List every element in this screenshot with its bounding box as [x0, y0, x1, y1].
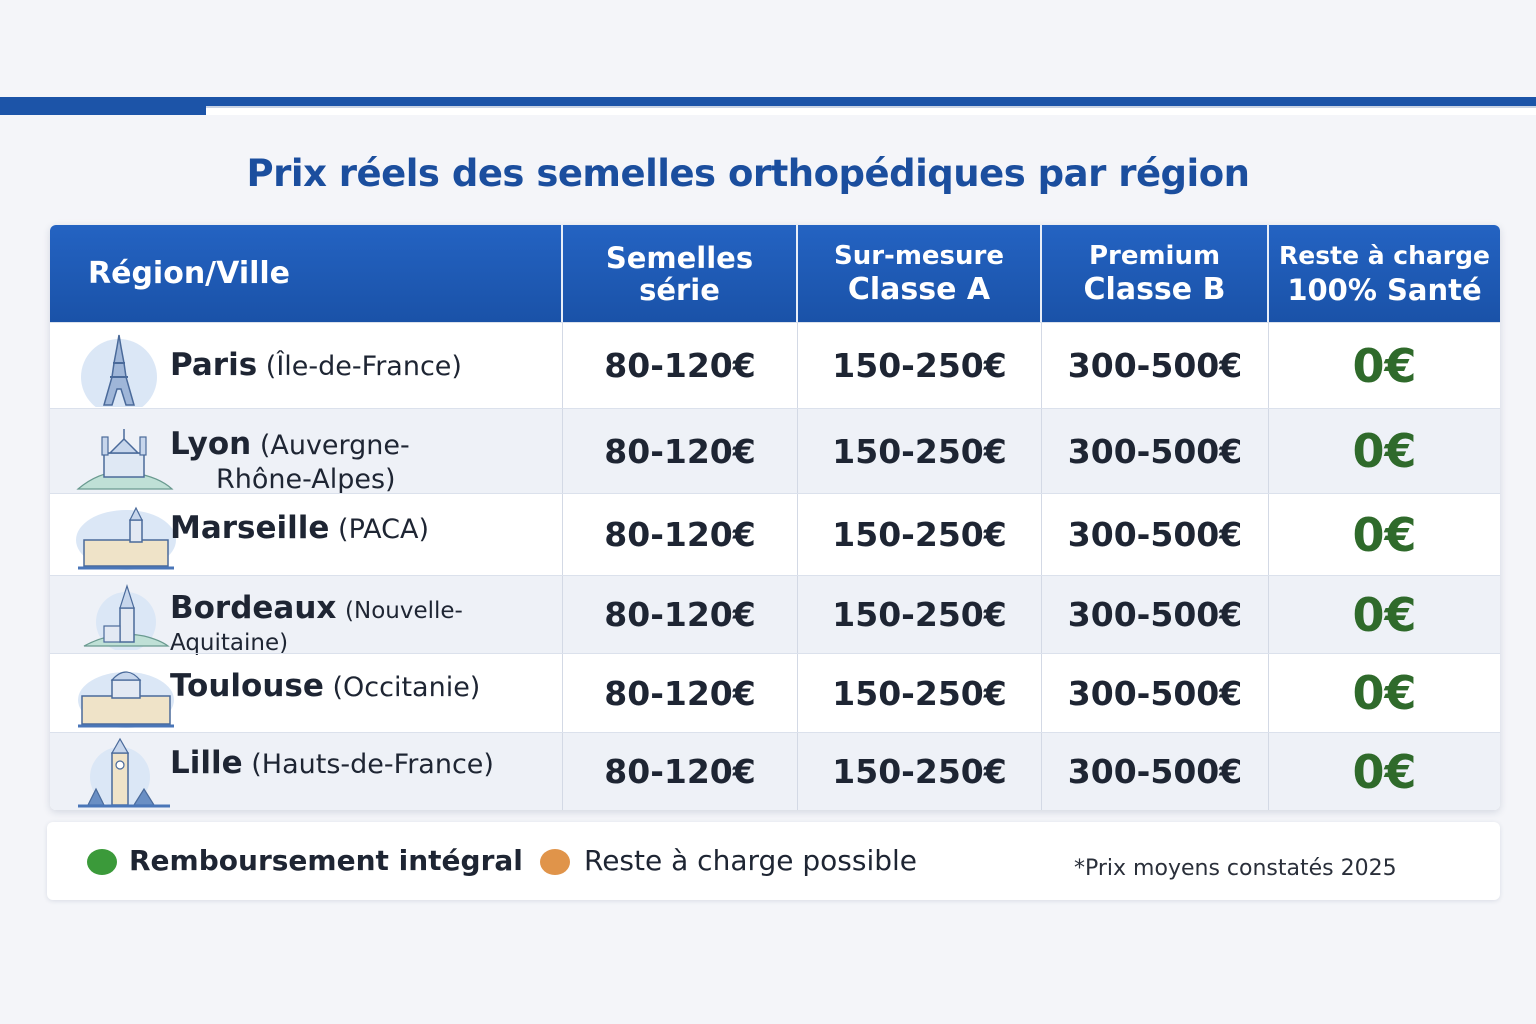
- cell-reste: 0€: [1352, 507, 1417, 562]
- table-header: [50, 225, 1500, 322]
- city-label: [170, 745, 494, 781]
- cell-reste: 0€: [1352, 666, 1417, 720]
- belfry-icon: [74, 737, 174, 809]
- table-row: [50, 575, 1500, 656]
- legend-full-reimbursement: Remboursement intégral: [129, 844, 523, 877]
- cell-reste: 0€: [1352, 587, 1417, 642]
- capitole-icon: [74, 660, 178, 730]
- orange-dot-icon: [540, 849, 570, 875]
- table-row: [50, 653, 1500, 732]
- eiffel-tower-icon: [74, 333, 164, 407]
- legend: [47, 822, 1500, 900]
- header-serie-line1: Semelles: [605, 240, 754, 275]
- city-name: Lyon: [170, 426, 252, 462]
- top-accent-bar-left: [0, 106, 206, 115]
- church-spire-icon: [74, 582, 170, 650]
- cell-classe-a: 150-250€: [798, 409, 1042, 493]
- cell-classe-b: 300-500€: [1042, 409, 1269, 493]
- city-cell: [50, 733, 563, 810]
- region-name: (Nouvelle-Aquitaine): [170, 598, 463, 656]
- city-name: Bordeaux: [170, 590, 337, 626]
- region-name: (Hauts-de-France): [251, 749, 494, 780]
- cell-serie: 80-120€: [563, 409, 798, 493]
- table-row: [50, 408, 1500, 493]
- region-name-line2: Rhône-Alpes): [216, 464, 396, 495]
- header-classe-a: [798, 225, 1042, 322]
- cell-classe-a: 150-250€: [798, 576, 1042, 653]
- header-serie-line2: série: [639, 272, 720, 307]
- basilica-fourviere-icon: [74, 423, 174, 493]
- city-label: [170, 347, 462, 383]
- cell-classe-b: 300-500€: [1042, 323, 1269, 408]
- cell-classe-a: 150-250€: [798, 654, 1042, 732]
- cell-serie: 80-120€: [563, 323, 798, 408]
- header-region-label: Région/Ville: [88, 256, 291, 291]
- table-row: [50, 732, 1500, 810]
- top-divider-line: [206, 106, 1536, 115]
- cell-classe-a: 150-250€: [798, 733, 1042, 810]
- notre-dame-garde-icon: [74, 502, 178, 574]
- header-reste-line2: 100% Santé: [1287, 272, 1482, 307]
- cell-classe-b: 300-500€: [1042, 494, 1269, 575]
- region-name: (Auvergne-: [259, 430, 410, 461]
- cell-serie: 80-120€: [563, 733, 798, 810]
- green-dot-icon: [87, 849, 117, 875]
- region-name: (Île-de-France): [265, 351, 462, 382]
- cell-reste: 0€: [1352, 424, 1417, 478]
- city-name: Lille: [170, 745, 243, 781]
- cell-serie: 80-120€: [563, 654, 798, 732]
- cell-serie: 80-120€: [563, 576, 798, 653]
- header-classe-a-line2: Classe A: [847, 271, 991, 307]
- city-label: [170, 668, 480, 704]
- header-serie: [563, 225, 798, 322]
- header-classe-b: [1042, 225, 1269, 322]
- table-row: [50, 493, 1500, 575]
- city-cell: [50, 576, 563, 656]
- cell-classe-a: 150-250€: [798, 494, 1042, 575]
- footnote: *Prix moyens constatés 2025: [1074, 856, 1397, 881]
- city-cell: [50, 654, 563, 732]
- region-name: (PACA): [338, 514, 429, 545]
- page-title: Prix réels des semelles orthopédiques par région: [246, 152, 1250, 195]
- cell-classe-b: 300-500€: [1042, 654, 1269, 732]
- header-classe-b-line1: Premium: [1088, 240, 1221, 271]
- cell-serie: 80-120€: [563, 494, 798, 575]
- city-cell: [50, 494, 563, 575]
- city-label: [170, 590, 562, 657]
- city-cell: [50, 323, 563, 408]
- table-row: [50, 322, 1500, 408]
- legend-remaining-charge: Reste à charge possible: [584, 844, 918, 877]
- city-name: Paris: [170, 347, 258, 383]
- region-name: (Occitanie): [332, 672, 481, 703]
- top-accent-bar: [0, 97, 1536, 106]
- cell-reste: 0€: [1352, 744, 1417, 799]
- cell-reste: 0€: [1352, 338, 1417, 393]
- city-label: [170, 510, 429, 546]
- cell-classe-a: 150-250€: [798, 323, 1042, 408]
- city-label: [170, 427, 410, 497]
- header-reste: [1269, 225, 1500, 322]
- cell-classe-b: 300-500€: [1042, 576, 1269, 653]
- cell-classe-b: 300-500€: [1042, 733, 1269, 810]
- header-reste-line1: Reste à charge: [1279, 240, 1490, 270]
- city-cell: [50, 409, 563, 493]
- header-classe-a-line1: Sur-mesure: [833, 240, 1004, 271]
- header-region: [50, 225, 563, 322]
- city-name: Toulouse: [170, 668, 324, 704]
- city-name: Marseille: [170, 510, 330, 546]
- header-classe-b-line2: Classe B: [1083, 271, 1226, 307]
- price-table: [50, 225, 1500, 810]
